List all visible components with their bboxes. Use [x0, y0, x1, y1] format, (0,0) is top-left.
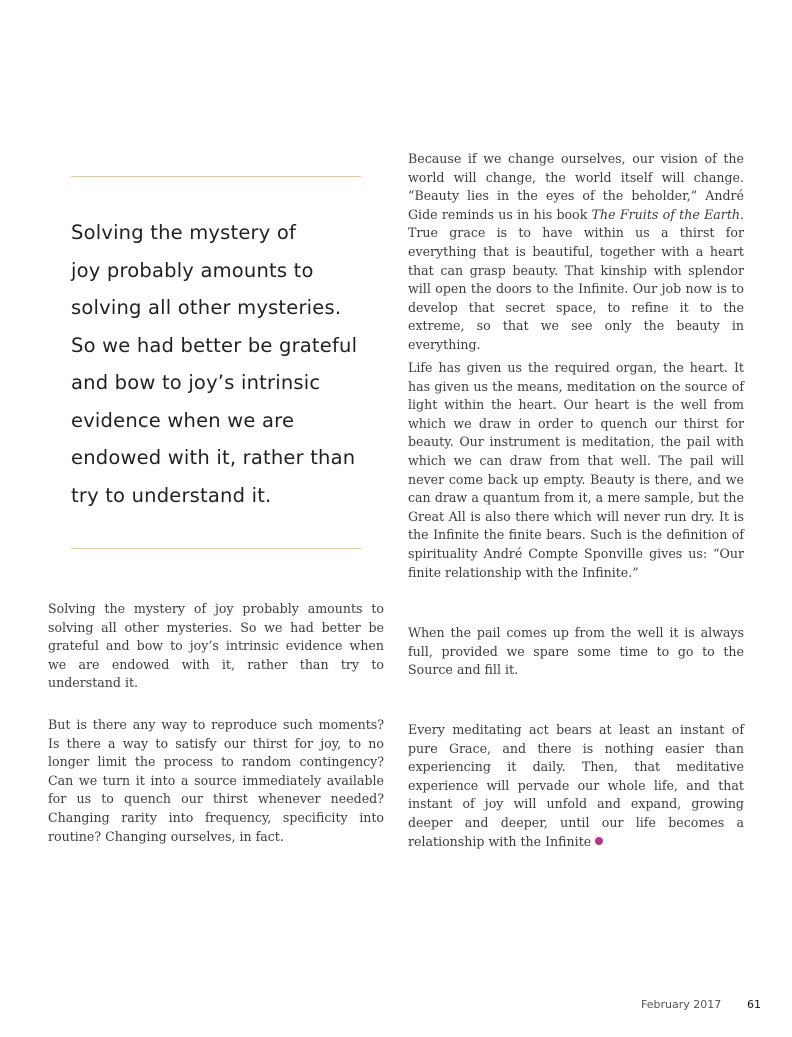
- pull-quote-line: try to understand it.: [71, 483, 272, 507]
- pull-quote-line: solving all other mysteries.: [71, 296, 342, 319]
- left-paragraph-2: But is there any way to reproduce such moments? Is there a way to satisfy our thirst for joy, to no longer limit the process to random contingency? Can we turn it into a source immediately available for us to quench our thirst whenever needed? Changing rarity into frequency, specificity into routine? Changing ourselves, in fact.: [48, 717, 384, 844]
- right-paragraph-1-text-b: True grace is to have within us a thirst for everything that is beautiful, together with a heart that can grasp beauty. That kinship with splendor will open the doors to the Infinite. Our job now is to develop that secret space, to refine it to the extreme, so that we see only the beauty in everything.: [408, 225, 744, 352]
- right-paragraph-1-text-a: Because if we change ourselves, our vision of the world will change, the world itself will change. “Beauty lies in the eyes of the beholder,” André Gide reminds us in his book: [408, 151, 744, 222]
- pull-quote-line: evidence when we are: [71, 408, 295, 432]
- pull-quote-line: So we had better be grateful: [71, 333, 358, 357]
- pull-quote: [71, 214, 371, 514]
- pull-quote-top-rule: [71, 176, 361, 177]
- pull-quote-line: and bow to joy’s intrinsic: [71, 371, 321, 394]
- right-paragraph-4-text: Every meditating act bears at least an instant of pure Grace, and there is nothing easier than experiencing it daily. Then, that meditative experience will pervade our whole life, and that instant of joy will unfold and expand, growing deeper and deeper, until our life becomes a relationship with the Infinite: [408, 722, 744, 849]
- pull-quote-line: endowed with it, rather than: [71, 446, 356, 469]
- pull-quote-line: Solving the mystery of: [71, 221, 297, 244]
- right-paragraph-2: Life has given us the required organ, the heart. It has given us the means, meditation on the source of light within the heart. Our heart is the well from which we draw in order to quench our thirst for beauty. Our instrument is meditation, the pail with which we can draw from that well. The pail will never come back up empty. Beauty is there, and we can draw a quantum from it, a mere sample, but the Great All is also there which will never run dry. It is the Infinite the finite bears. Such is the definition of spirituality André Compte Sponville gives us: “Our finite relationship with the Infinite.”: [408, 360, 744, 580]
- pull-quote-bottom-rule: [71, 548, 361, 549]
- end-mark-icon: [595, 837, 603, 845]
- right-paragraph-1: [408, 150, 744, 355]
- book-title: The Fruits of the Earth.: [591, 206, 744, 222]
- left-paragraph-1: Solving the mystery of joy probably amounts to solving all other mysteries. So we had better be grateful and bow to joy’s intrinsic evidence when we are endowed with it, rather than try to understand it.: [48, 601, 384, 691]
- footer-date: February 2017: [641, 998, 722, 1011]
- right-paragraph-4: [408, 721, 744, 851]
- pull-quote-line: joy probably amounts to: [71, 258, 314, 282]
- page-number: 61: [747, 998, 761, 1011]
- right-paragraph-3: When the pail comes up from the well it is always full, provided we spare some time to go to the Source and fill it.: [408, 625, 744, 678]
